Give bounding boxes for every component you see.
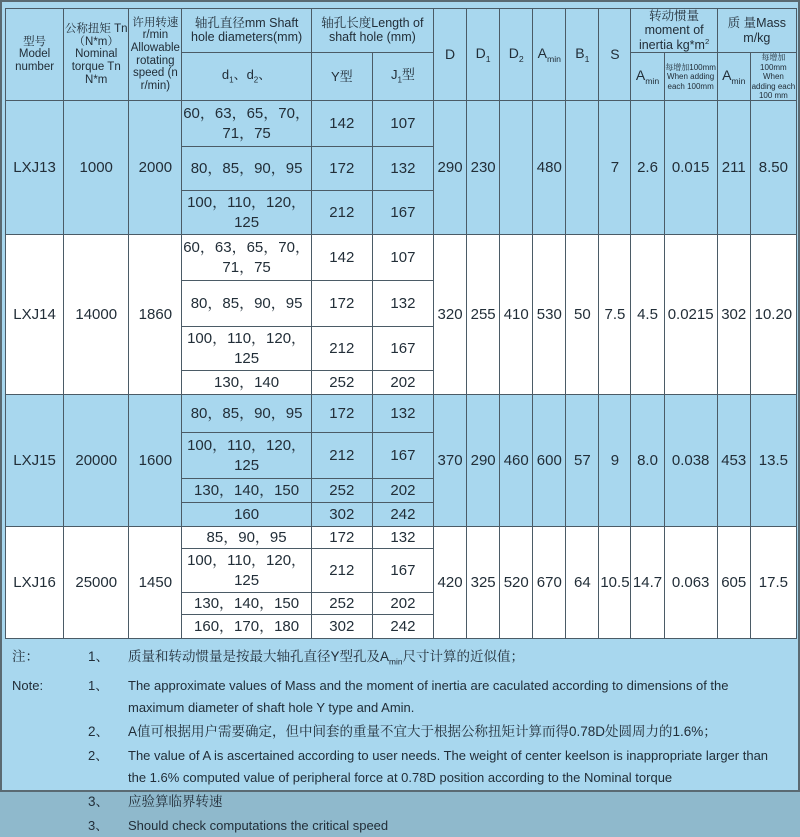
col-header-B1: $B_1$	[566, 9, 599, 101]
D-cell: 370	[434, 395, 467, 527]
inertia-per-100mm-cell: 0.015	[664, 101, 717, 235]
col-header-speed: 许用转速 r/min Allowable rotating speed (n r/min)	[129, 9, 182, 101]
note-text: The approximate values of Mass and the moment of inertia are caculated according to dimensions of the maximum diameter of shaft hole Y type and Amin.	[128, 678, 729, 716]
d-values-cell: 85，90，95	[182, 527, 311, 549]
y-length-cell: 212	[311, 549, 372, 593]
note-3-zh	[12, 791, 790, 813]
col-header-shaft-length: 轴孔长度Length of shaft hole (mm)	[311, 9, 433, 53]
model-cell: LXJ15	[6, 395, 64, 527]
y-length-cell: 172	[311, 147, 372, 191]
col-header-D: D	[434, 9, 467, 101]
inertia-amin-cell: 4.5	[631, 235, 664, 395]
y-length-cell: 172	[311, 281, 372, 327]
note-number: 3、	[88, 794, 110, 810]
y-length-cell: 302	[311, 615, 372, 639]
speed-cell: 2000	[129, 101, 182, 235]
D1-cell: 290	[467, 395, 500, 527]
D2-cell: 460	[500, 395, 533, 527]
col-header-D1: $D_1$	[467, 9, 500, 101]
col-header-inertia-per-100mm: 每增加100mm When adding each 100mm	[664, 53, 717, 101]
footnotes	[2, 639, 798, 837]
d-values-cell: 80，85，90，95	[182, 281, 311, 327]
table-row	[6, 101, 797, 147]
y-length-cell: 252	[311, 593, 372, 615]
col-header-mass-amin: $A_{min}$	[717, 53, 750, 101]
j-length-cell: 107	[372, 235, 433, 281]
y-length-cell: 212	[311, 327, 372, 371]
col-header-shaft-diameter: 轴孔直径mm Shaft hole diameters(mm)	[182, 9, 311, 53]
j-length-cell: 132	[372, 527, 433, 549]
note-text: 质量和转动惯量是按最大轴孔直径Y型孔及$A_{min}$尺寸计算的近似值；	[128, 649, 524, 668]
speed-cell: 1450	[129, 527, 182, 639]
d-values-cell: 160	[182, 503, 311, 527]
d-values-cell: 100，110，120，125	[182, 327, 311, 371]
inertia-per-100mm-cell: 0.038	[664, 395, 717, 527]
y-length-cell: 142	[311, 235, 372, 281]
mass-amin-cell: 302	[717, 235, 750, 395]
table-header	[6, 9, 797, 101]
d-values-cell: 60，63，65，70，71，75	[182, 235, 311, 281]
inertia-per-100mm-cell: 0.0215	[664, 235, 717, 395]
j-length-cell: 167	[372, 549, 433, 593]
Amin-cell: 600	[533, 395, 566, 527]
j-length-cell: 242	[372, 503, 433, 527]
Amin-cell: 480	[533, 101, 566, 235]
note-2-en	[12, 745, 790, 789]
model-cell: LXJ13	[6, 101, 64, 235]
inertia-amin-cell: 8.0	[631, 395, 664, 527]
col-header-mass: 质 量Mass m/kg	[717, 9, 796, 53]
B1-cell: 57	[566, 395, 599, 527]
note-number: 1、	[88, 678, 109, 694]
D2-cell	[500, 101, 533, 235]
j-length-cell: 167	[372, 191, 433, 235]
table-row	[6, 395, 797, 433]
mass-per-100mm-cell: 10.20	[750, 235, 796, 395]
D1-cell: 255	[467, 235, 500, 395]
col-header-y-type: Y型	[311, 53, 372, 101]
model-cell: LXJ16	[6, 527, 64, 639]
d-values-cell: 80，85，90，95	[182, 395, 311, 433]
d-values-cell: 100，110，120，125	[182, 191, 311, 235]
D1-cell: 325	[467, 527, 500, 639]
y-length-cell: 302	[311, 503, 372, 527]
inertia-amin-cell: 14.7	[631, 527, 664, 639]
mass-per-100mm-cell: 8.50	[750, 101, 796, 235]
y-length-cell: 212	[311, 191, 372, 235]
col-header-S: S	[599, 9, 631, 101]
j-length-cell: 202	[372, 371, 433, 395]
torque-cell: 14000	[64, 235, 129, 395]
D1-cell: 230	[467, 101, 500, 235]
note-en-label: Note:	[12, 678, 44, 694]
S-cell: 7.5	[599, 235, 631, 395]
S-cell: 7	[599, 101, 631, 235]
speed-cell: 1860	[129, 235, 182, 395]
B1-cell	[566, 101, 599, 235]
Amin-cell: 670	[533, 527, 566, 639]
col-header-inertia: 转动惯量moment of inertia $kg*m^2$	[631, 9, 717, 53]
note-1-zh	[12, 646, 790, 673]
col-header-j1-type: $J_1$型	[372, 53, 433, 101]
j-length-cell: 132	[372, 281, 433, 327]
inertia-amin-cell: 2.6	[631, 101, 664, 235]
torque-cell: 20000	[64, 395, 129, 527]
d-values-cell: 100，110，120，125	[182, 549, 311, 593]
y-length-cell: 252	[311, 479, 372, 503]
note-number: 2、	[88, 748, 109, 764]
B1-cell: 50	[566, 235, 599, 395]
j-length-cell: 167	[372, 433, 433, 479]
model-cell: LXJ14	[6, 235, 64, 395]
note-text: A值可根据用户需要确定，但中间套的重量不宜大于根据公称扭矩计算而得0.78D处圆周力的1.6%；	[128, 724, 717, 740]
d-values-cell: 80，85，90，95	[182, 147, 311, 191]
table-row	[6, 527, 797, 549]
j-length-cell: 107	[372, 101, 433, 147]
col-header-inertia-amin: $A_{min}$	[631, 53, 664, 101]
col-header-Amin: $A_{min}$	[533, 9, 566, 101]
mass-per-100mm-cell: 13.5	[750, 395, 796, 527]
col-header-d1-d2: $d_1$、$d_2$、	[182, 53, 311, 101]
note-number: 2、	[88, 724, 110, 740]
j-length-cell: 202	[372, 479, 433, 503]
B1-cell: 64	[566, 527, 599, 639]
col-header-model: 型号 Model number	[6, 9, 64, 101]
torque-cell: 1000	[64, 101, 129, 235]
S-cell: 9	[599, 395, 631, 527]
note-zh-label: 注：	[12, 649, 39, 665]
D2-cell: 410	[500, 235, 533, 395]
note-text: Should check computations the critical speed	[128, 818, 389, 834]
table-wrapper	[5, 8, 795, 639]
note-2-zh	[12, 721, 790, 743]
S-cell: 10.5	[599, 527, 631, 639]
d-values-cell: 130，140，150	[182, 479, 311, 503]
col-header-mass-per-100mm: 每增加100mm When adding each 100 mm	[751, 53, 796, 101]
col-header-D2: $D_2$	[500, 9, 533, 101]
j-length-cell: 132	[372, 147, 433, 191]
j-length-cell: 202	[372, 593, 433, 615]
inertia-per-100mm-cell: 0.063	[664, 527, 717, 639]
mass-amin-cell: 211	[717, 101, 750, 235]
y-length-cell: 172	[311, 395, 372, 433]
D2-cell: 520	[500, 527, 533, 639]
note-text: The value of A is ascertained according to user needs. The weight of center keelson is inappropriate larger than the 1.6% computed value of peripheral force at 0.78D position according to the Nominal torque	[128, 748, 769, 786]
Amin-cell: 530	[533, 235, 566, 395]
d-values-cell: 60，63，65，70，71，75	[182, 101, 311, 147]
y-length-cell: 172	[311, 527, 372, 549]
note-text: 应验算临界转速	[128, 794, 223, 810]
D-cell: 320	[434, 235, 467, 395]
y-length-cell: 252	[311, 371, 372, 395]
mass-amin-cell: 605	[717, 527, 750, 639]
d-values-cell: 100，110，120，125	[182, 433, 311, 479]
note-3-en	[12, 815, 790, 837]
y-length-cell: 212	[311, 433, 372, 479]
note-number: 1、	[88, 649, 110, 665]
d-values-cell: 130，140，150	[182, 593, 311, 615]
y-length-cell: 142	[311, 101, 372, 147]
D-cell: 420	[434, 527, 467, 639]
torque-cell: 25000	[64, 527, 129, 639]
speed-cell: 1600	[129, 395, 182, 527]
coupling-spec-table	[5, 8, 797, 639]
D-cell: 290	[434, 101, 467, 235]
note-number: 3、	[88, 818, 109, 834]
j-length-cell: 242	[372, 615, 433, 639]
mass-amin-cell: 453	[717, 395, 750, 527]
note-1-en	[12, 675, 790, 719]
mass-per-100mm-cell: 17.5	[750, 527, 796, 639]
d-values-cell: 160，170，180	[182, 615, 311, 639]
d-values-cell: 130，140	[182, 371, 311, 395]
table-row	[6, 235, 797, 281]
col-header-torque: 公称扭矩 Tn（N*m） Nominal torque Tn N*m	[64, 9, 129, 101]
j-length-cell: 132	[372, 395, 433, 433]
j-length-cell: 167	[372, 327, 433, 371]
